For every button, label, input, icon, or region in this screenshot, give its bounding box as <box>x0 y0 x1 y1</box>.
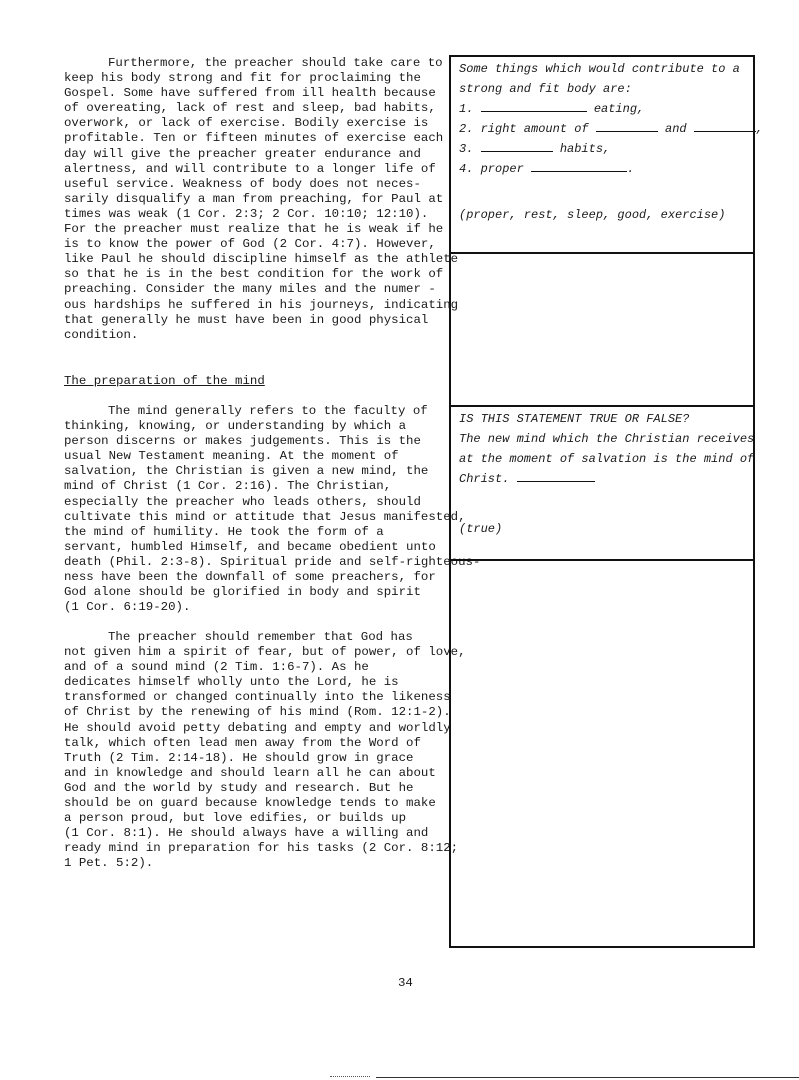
text-line: keep his body strong and fit for proclaiming the <box>64 71 421 86</box>
text-line: Furthermore, the preacher should take care to <box>108 56 443 70</box>
text-line: a person proud, but love edifies, or builds up <box>64 811 407 826</box>
text-line: person discerns or makes judgements. This is the <box>64 434 421 449</box>
text-line: death (Phil. 2:3-8). Spiritual pride and self-righteous- <box>64 554 481 569</box>
answer-blank[interactable] <box>596 119 658 132</box>
answer-blank[interactable] <box>481 99 587 112</box>
text-line: dedicates himself wholly unto the Lord, he is <box>64 675 399 690</box>
text-line: transformed or changed continually into the likeness <box>64 690 451 705</box>
text-line: of overeating, lack of rest and sleep, bad habits, <box>64 101 436 116</box>
text-line: thinking, knowing, or understanding by which a <box>64 419 407 434</box>
text-line: God alone should be glorified in body and spirit <box>64 585 421 600</box>
answer-blank[interactable] <box>481 139 553 152</box>
text-line: profitable. Ten or fifteen minutes of exercise each <box>64 131 444 146</box>
text-line: servant, humbled Himself, and became obedient unto <box>64 539 436 554</box>
exercise-box-empty <box>451 561 753 946</box>
exercise-box-fill-in <box>451 57 764 254</box>
answer-blank[interactable] <box>517 469 595 482</box>
section-heading: The preparation of the mind <box>64 374 265 388</box>
exercise-intro-line: Some things which would contribute to a <box>459 62 740 76</box>
paragraph-mind-definition <box>64 404 480 615</box>
exercise-box-true-false <box>451 407 753 561</box>
text-line: He should avoid petty debating and empty and worldly <box>64 720 451 735</box>
text-line: that generally he must have been in good physical <box>64 312 429 327</box>
exercise-item-2: 2. right amount of and , <box>459 119 753 139</box>
text-line: alertness, and will contribute to a longer life of <box>64 161 436 176</box>
text-line: Gospel. Some have suffered from ill health because <box>64 86 436 101</box>
statement-line: Christ. <box>459 469 753 489</box>
divider <box>330 1076 370 1077</box>
text-line: and in knowledge and should learn all he can about <box>64 765 436 780</box>
text-line: talk, which often lead men away from the Word of <box>64 735 421 750</box>
statement-line: at the moment of salvation is the mind of <box>459 452 755 466</box>
text-line: not given him a spirit of fear, but of power, of love, <box>64 645 466 660</box>
text-line: God and the world by study and research. But he <box>64 780 414 795</box>
exercise-item-4: 4. proper . <box>459 159 753 179</box>
text-line: times was weak (1 Cor. 2:3; 2 Cor. 10:10; 12:10). <box>64 206 429 221</box>
text-line: (1 Cor. 6:19-20). <box>64 600 191 615</box>
text-line: so that he is in the best condition for the work of <box>64 267 444 282</box>
page-number: 34 <box>398 976 413 990</box>
paragraph-sound-mind <box>64 630 466 872</box>
text-line: ness have been the downfall of some preachers, for <box>64 570 436 585</box>
text-line: 1 Pet. 5:2). <box>64 856 154 871</box>
exercise-box-empty <box>451 254 753 407</box>
text-line: ready mind in preparation for his tasks (2 Cor. 8:12; <box>64 841 459 856</box>
exercise-answer-key: (true) <box>459 522 503 536</box>
text-line: The preacher should remember that God has <box>108 630 413 644</box>
text-line: sarily disqualify a man from preaching, for Paul at <box>64 191 444 206</box>
text-line: day will give the preacher greater endurance and <box>64 146 421 161</box>
text-line: Truth (2 Tim. 2:14-18). He should grow in grace <box>64 750 414 765</box>
text-line: preaching. Consider the many miles and the numer - <box>64 282 436 297</box>
text-line: especially the preacher who leads others, should <box>64 494 421 509</box>
text-line: overwork, or lack of exercise. Bodily exercise is <box>64 116 429 131</box>
exercise-item-3: 3. habits, <box>459 139 753 159</box>
text-line: the mind of humility. He took the form of a <box>64 524 384 539</box>
answer-blank[interactable] <box>531 159 627 172</box>
text-line: The mind generally refers to the faculty of <box>108 404 428 418</box>
paragraph-body-care <box>64 56 458 343</box>
exercise-intro-line: strong and fit body are: <box>459 82 632 96</box>
text-line: should be on guard because knowledge tends to make <box>64 796 436 811</box>
answer-blank[interactable] <box>694 119 756 132</box>
divider <box>376 1077 799 1078</box>
text-line: (1 Cor. 8:1). He should always have a willing and <box>64 826 429 841</box>
text-line: mind of Christ (1 Cor. 2:16). The Christian, <box>64 479 392 494</box>
text-line: useful service. Weakness of body does not neces- <box>64 176 421 191</box>
text-line: For the preacher must realize that he is weak if he <box>64 222 444 237</box>
exercise-frame <box>449 55 764 948</box>
text-line: condition. <box>64 327 139 342</box>
text-line: and of a sound mind (2 Tim. 1:6-7). As he <box>64 660 369 675</box>
exercise-item-1: 1. eating, <box>459 99 753 119</box>
text-line: ous hardships he suffered in his journeys, indicating <box>64 297 459 312</box>
text-line: salvation, the Christian is given a new mind, the <box>64 464 429 479</box>
text-line: usual New Testament meaning. At the moment of <box>64 449 399 464</box>
statement-line: The new mind which the Christian receives <box>459 432 755 446</box>
text-line: of Christ by the renewing of his mind (Rom. 12:1-2). <box>64 705 451 720</box>
text-line: is to know the power of God (2 Cor. 4:7). However, <box>64 237 436 252</box>
true-false-prompt: IS THIS STATEMENT TRUE OR FALSE? <box>459 412 690 426</box>
text-line: cultivate this mind or attitude that Jesus manifested, <box>64 509 466 524</box>
text-line: like Paul he should discipline himself as the athlete <box>64 252 459 267</box>
exercise-answer-key: (proper, rest, sleep, good, exercise) <box>459 208 726 222</box>
